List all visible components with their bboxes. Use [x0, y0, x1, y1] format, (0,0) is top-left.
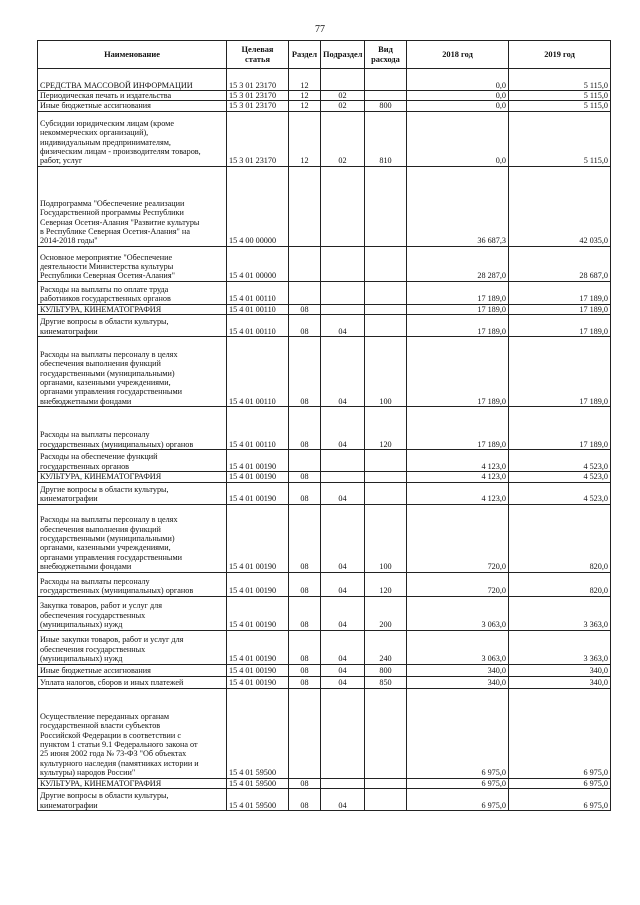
table-row [38, 664, 611, 676]
row-section: 08 [289, 337, 321, 407]
row-subsection: 04 [321, 504, 365, 572]
row-section: 08 [289, 630, 321, 664]
row-target-article: 15 4 01 00000 [227, 246, 289, 281]
row-subsection: 02 [321, 111, 365, 166]
row-subsection [321, 450, 365, 472]
row-amount-2018: 0,0 [407, 101, 509, 111]
row-expense-type [365, 281, 407, 304]
header-year-2019: 2019 год [509, 41, 611, 69]
table-row [38, 166, 611, 246]
row-amount-2018: 0,0 [407, 91, 509, 101]
row-subsection [321, 281, 365, 304]
table-row [38, 101, 611, 111]
row-target-article: 15 4 01 00190 [227, 450, 289, 472]
row-name: КУЛЬТУРА, КИНЕМАТОГРАФИЯ [38, 304, 227, 314]
row-amount-2019: 6 975,0 [509, 778, 611, 788]
row-name: Осуществление переданных органам государственной власти субъектов Российской Федерации в соответствии с пунктом 1 статьи 9.1 Федерального закона от 25 июня 2002 года № 73-ФЗ "Об объектах культурного наследия (памятниках истории и культуры) народов России" [38, 688, 227, 778]
row-subsection [321, 246, 365, 281]
row-name: Расходы на выплаты персоналу государственных (муниципальных) органов [38, 407, 227, 450]
row-subsection [321, 304, 365, 314]
row-expense-type [365, 482, 407, 504]
row-expense-type [365, 91, 407, 101]
row-subsection: 02 [321, 101, 365, 111]
row-section: 08 [289, 407, 321, 450]
table-row [38, 69, 611, 91]
row-name: КУЛЬТУРА, КИНЕМАТОГРАФИЯ [38, 472, 227, 482]
row-expense-type [365, 304, 407, 314]
row-expense-type [365, 472, 407, 482]
row-name: Иные бюджетные ассигнования [38, 664, 227, 676]
row-amount-2019: 28 687,0 [509, 246, 611, 281]
table-row [38, 281, 611, 304]
row-name: Расходы на выплаты персоналу в целях обеспечения выполнения функций государственными (муниципальными) органами, казенными учреждениями, органами управления государственными внебюджетными фондами [38, 504, 227, 572]
table-row [38, 246, 611, 281]
row-name: Подпрограмма "Обеспечение реализации Государственной программы Республики Северная Осетия-Алания "Развитие культуры в Республике Северная Осетия-Алания" на 2014-2018 годы" [38, 166, 227, 246]
row-target-article: 15 4 01 00190 [227, 572, 289, 596]
row-name: КУЛЬТУРА, КИНЕМАТОГРАФИЯ [38, 778, 227, 788]
table-row [38, 596, 611, 630]
table-row [38, 450, 611, 472]
table-row [38, 337, 611, 407]
table-row [38, 315, 611, 337]
row-name: Другие вопросы в области культуры, кинематографии [38, 789, 227, 811]
row-amount-2018: 6 975,0 [407, 688, 509, 778]
row-target-article: 15 4 01 00190 [227, 664, 289, 676]
row-amount-2019: 5 115,0 [509, 69, 611, 91]
row-expense-type [365, 69, 407, 91]
header-subsection: Подраздел [321, 41, 365, 69]
table-row [38, 472, 611, 482]
row-section: 08 [289, 472, 321, 482]
row-expense-type: 120 [365, 407, 407, 450]
row-target-article: 15 4 01 00190 [227, 482, 289, 504]
row-amount-2019: 5 115,0 [509, 111, 611, 166]
row-amount-2018: 6 975,0 [407, 778, 509, 788]
row-target-article: 15 4 01 00110 [227, 281, 289, 304]
row-name: Уплата налогов, сборов и иных платежей [38, 676, 227, 688]
header-section: Раздел [289, 41, 321, 69]
row-target-article: 15 4 01 59500 [227, 778, 289, 788]
row-name: Расходы на выплаты персоналу в целях обеспечения выполнения функций государственными (муниципальными) органами, казенными учреждениями, органами управления государственными внебюджетными фондами [38, 337, 227, 407]
row-subsection: 04 [321, 482, 365, 504]
row-expense-type [365, 166, 407, 246]
table-row [38, 630, 611, 664]
row-expense-type: 120 [365, 572, 407, 596]
row-target-article: 15 4 01 00190 [227, 504, 289, 572]
row-amount-2018: 17 189,0 [407, 315, 509, 337]
row-amount-2019: 5 115,0 [509, 91, 611, 101]
row-amount-2018: 0,0 [407, 69, 509, 91]
row-subsection: 04 [321, 315, 365, 337]
table-row [38, 91, 611, 101]
row-target-article: 15 4 01 00110 [227, 304, 289, 314]
row-subsection [321, 69, 365, 91]
row-section [289, 688, 321, 778]
table-row [38, 111, 611, 166]
row-expense-type [365, 789, 407, 811]
row-expense-type [365, 778, 407, 788]
row-amount-2018: 17 189,0 [407, 304, 509, 314]
row-target-article: 15 4 01 00190 [227, 472, 289, 482]
row-amount-2019: 5 115,0 [509, 101, 611, 111]
header-article: Целевая статья [227, 41, 289, 69]
row-amount-2019: 4 523,0 [509, 482, 611, 504]
table-row [38, 407, 611, 450]
row-section [289, 450, 321, 472]
row-expense-type: 240 [365, 630, 407, 664]
row-target-article: 15 4 01 59500 [227, 789, 289, 811]
row-amount-2018: 17 189,0 [407, 337, 509, 407]
row-amount-2018: 4 123,0 [407, 450, 509, 472]
header-name: Наименование [38, 41, 227, 69]
row-target-article: 15 4 01 00110 [227, 337, 289, 407]
row-name: Расходы на выплаты по оплате труда работников государственных органов [38, 281, 227, 304]
row-target-article: 15 4 01 00190 [227, 596, 289, 630]
row-expense-type [365, 450, 407, 472]
row-expense-type: 850 [365, 676, 407, 688]
header-expense-type: Вид расхода [365, 41, 407, 69]
row-amount-2018: 6 975,0 [407, 789, 509, 811]
page-number: 77 [315, 24, 325, 35]
table-row [38, 572, 611, 596]
row-subsection [321, 166, 365, 246]
row-section: 12 [289, 69, 321, 91]
row-expense-type: 100 [365, 337, 407, 407]
table-row [38, 778, 611, 788]
table-row [38, 504, 611, 572]
row-name: Другие вопросы в области культуры, кинематографии [38, 482, 227, 504]
row-amount-2019: 17 189,0 [509, 407, 611, 450]
row-name: Иные закупки товаров, работ и услуг для обеспечения государственных (муниципальных) нужд [38, 630, 227, 664]
row-expense-type: 100 [365, 504, 407, 572]
row-amount-2019: 3 363,0 [509, 596, 611, 630]
header-row [38, 41, 611, 69]
row-subsection: 04 [321, 630, 365, 664]
row-amount-2018: 3 063,0 [407, 630, 509, 664]
row-section: 08 [289, 572, 321, 596]
row-amount-2019: 3 363,0 [509, 630, 611, 664]
row-amount-2019: 340,0 [509, 676, 611, 688]
row-target-article: 15 4 00 00000 [227, 166, 289, 246]
row-name: Иные бюджетные ассигнования [38, 101, 227, 111]
row-subsection: 04 [321, 407, 365, 450]
row-amount-2018: 340,0 [407, 664, 509, 676]
table-row [38, 676, 611, 688]
row-amount-2019: 17 189,0 [509, 281, 611, 304]
row-target-article: 15 4 01 00110 [227, 315, 289, 337]
row-subsection: 04 [321, 596, 365, 630]
row-expense-type: 800 [365, 664, 407, 676]
row-name: Субсидии юридическим лицам (кроме некоммерческих организаций), индивидуальным предпринимателям, физическим лицам - производителям товаров, работ, услуг [38, 111, 227, 166]
row-subsection: 04 [321, 572, 365, 596]
row-section: 08 [289, 315, 321, 337]
row-amount-2019: 17 189,0 [509, 337, 611, 407]
row-amount-2018: 340,0 [407, 676, 509, 688]
row-amount-2018: 28 287,0 [407, 246, 509, 281]
row-name: Расходы на обеспечение функций государственных органов [38, 450, 227, 472]
row-expense-type [365, 688, 407, 778]
table-row [38, 304, 611, 314]
row-amount-2018: 4 123,0 [407, 472, 509, 482]
row-target-article: 15 4 01 00110 [227, 407, 289, 450]
row-amount-2018: 720,0 [407, 572, 509, 596]
row-amount-2018: 4 123,0 [407, 482, 509, 504]
row-amount-2019: 820,0 [509, 504, 611, 572]
row-subsection [321, 688, 365, 778]
row-amount-2019: 4 523,0 [509, 450, 611, 472]
row-section: 08 [289, 482, 321, 504]
row-target-article: 15 3 01 23170 [227, 101, 289, 111]
row-target-article: 15 3 01 23170 [227, 111, 289, 166]
row-expense-type: 200 [365, 596, 407, 630]
row-expense-type: 800 [365, 101, 407, 111]
row-target-article: 15 4 01 00190 [227, 630, 289, 664]
row-name: Расходы на выплаты персоналу государственных (муниципальных) органов [38, 572, 227, 596]
row-name: Другие вопросы в области культуры, кинематографии [38, 315, 227, 337]
row-amount-2019: 6 975,0 [509, 789, 611, 811]
table-row [38, 789, 611, 811]
row-expense-type: 810 [365, 111, 407, 166]
row-amount-2019: 17 189,0 [509, 304, 611, 314]
row-section [289, 246, 321, 281]
row-section [289, 166, 321, 246]
row-name: Периодическая печать и издательства [38, 91, 227, 101]
row-amount-2019: 4 523,0 [509, 472, 611, 482]
row-name: Основное мероприятие "Обеспечение деятельности Министерства культуры Республики Северная Осетия-Алания" [38, 246, 227, 281]
row-section: 08 [289, 778, 321, 788]
row-expense-type [365, 315, 407, 337]
row-section: 08 [289, 596, 321, 630]
row-amount-2018: 0,0 [407, 111, 509, 166]
row-amount-2018: 17 189,0 [407, 407, 509, 450]
row-section: 08 [289, 664, 321, 676]
row-expense-type [365, 246, 407, 281]
row-amount-2018: 36 687,3 [407, 166, 509, 246]
table-body [38, 69, 611, 811]
row-section: 08 [289, 504, 321, 572]
row-amount-2018: 720,0 [407, 504, 509, 572]
row-section: 12 [289, 111, 321, 166]
row-amount-2019: 340,0 [509, 664, 611, 676]
header-year-2018: 2018 год [407, 41, 509, 69]
row-section: 08 [289, 304, 321, 314]
row-section: 12 [289, 91, 321, 101]
row-subsection [321, 472, 365, 482]
row-section: 08 [289, 789, 321, 811]
row-subsection: 02 [321, 91, 365, 101]
row-section: 08 [289, 676, 321, 688]
row-amount-2019: 42 035,0 [509, 166, 611, 246]
row-amount-2018: 17 189,0 [407, 281, 509, 304]
table-row [38, 688, 611, 778]
row-amount-2019: 17 189,0 [509, 315, 611, 337]
row-target-article: 15 4 01 00190 [227, 676, 289, 688]
row-name: СРЕДСТВА МАССОВОЙ ИНФОРМАЦИИ [38, 69, 227, 91]
row-target-article: 15 4 01 59500 [227, 688, 289, 778]
budget-table [37, 40, 611, 811]
row-name: Закупка товаров, работ и услуг для обеспечения государственных (муниципальных) нужд [38, 596, 227, 630]
row-subsection [321, 778, 365, 788]
row-subsection: 04 [321, 337, 365, 407]
table-row [38, 482, 611, 504]
row-section [289, 281, 321, 304]
row-subsection: 04 [321, 664, 365, 676]
row-target-article: 15 3 01 23170 [227, 69, 289, 91]
row-amount-2018: 3 063,0 [407, 596, 509, 630]
row-subsection: 04 [321, 676, 365, 688]
row-amount-2019: 6 975,0 [509, 688, 611, 778]
row-section: 12 [289, 101, 321, 111]
row-subsection: 04 [321, 789, 365, 811]
row-target-article: 15 3 01 23170 [227, 91, 289, 101]
row-amount-2019: 820,0 [509, 572, 611, 596]
